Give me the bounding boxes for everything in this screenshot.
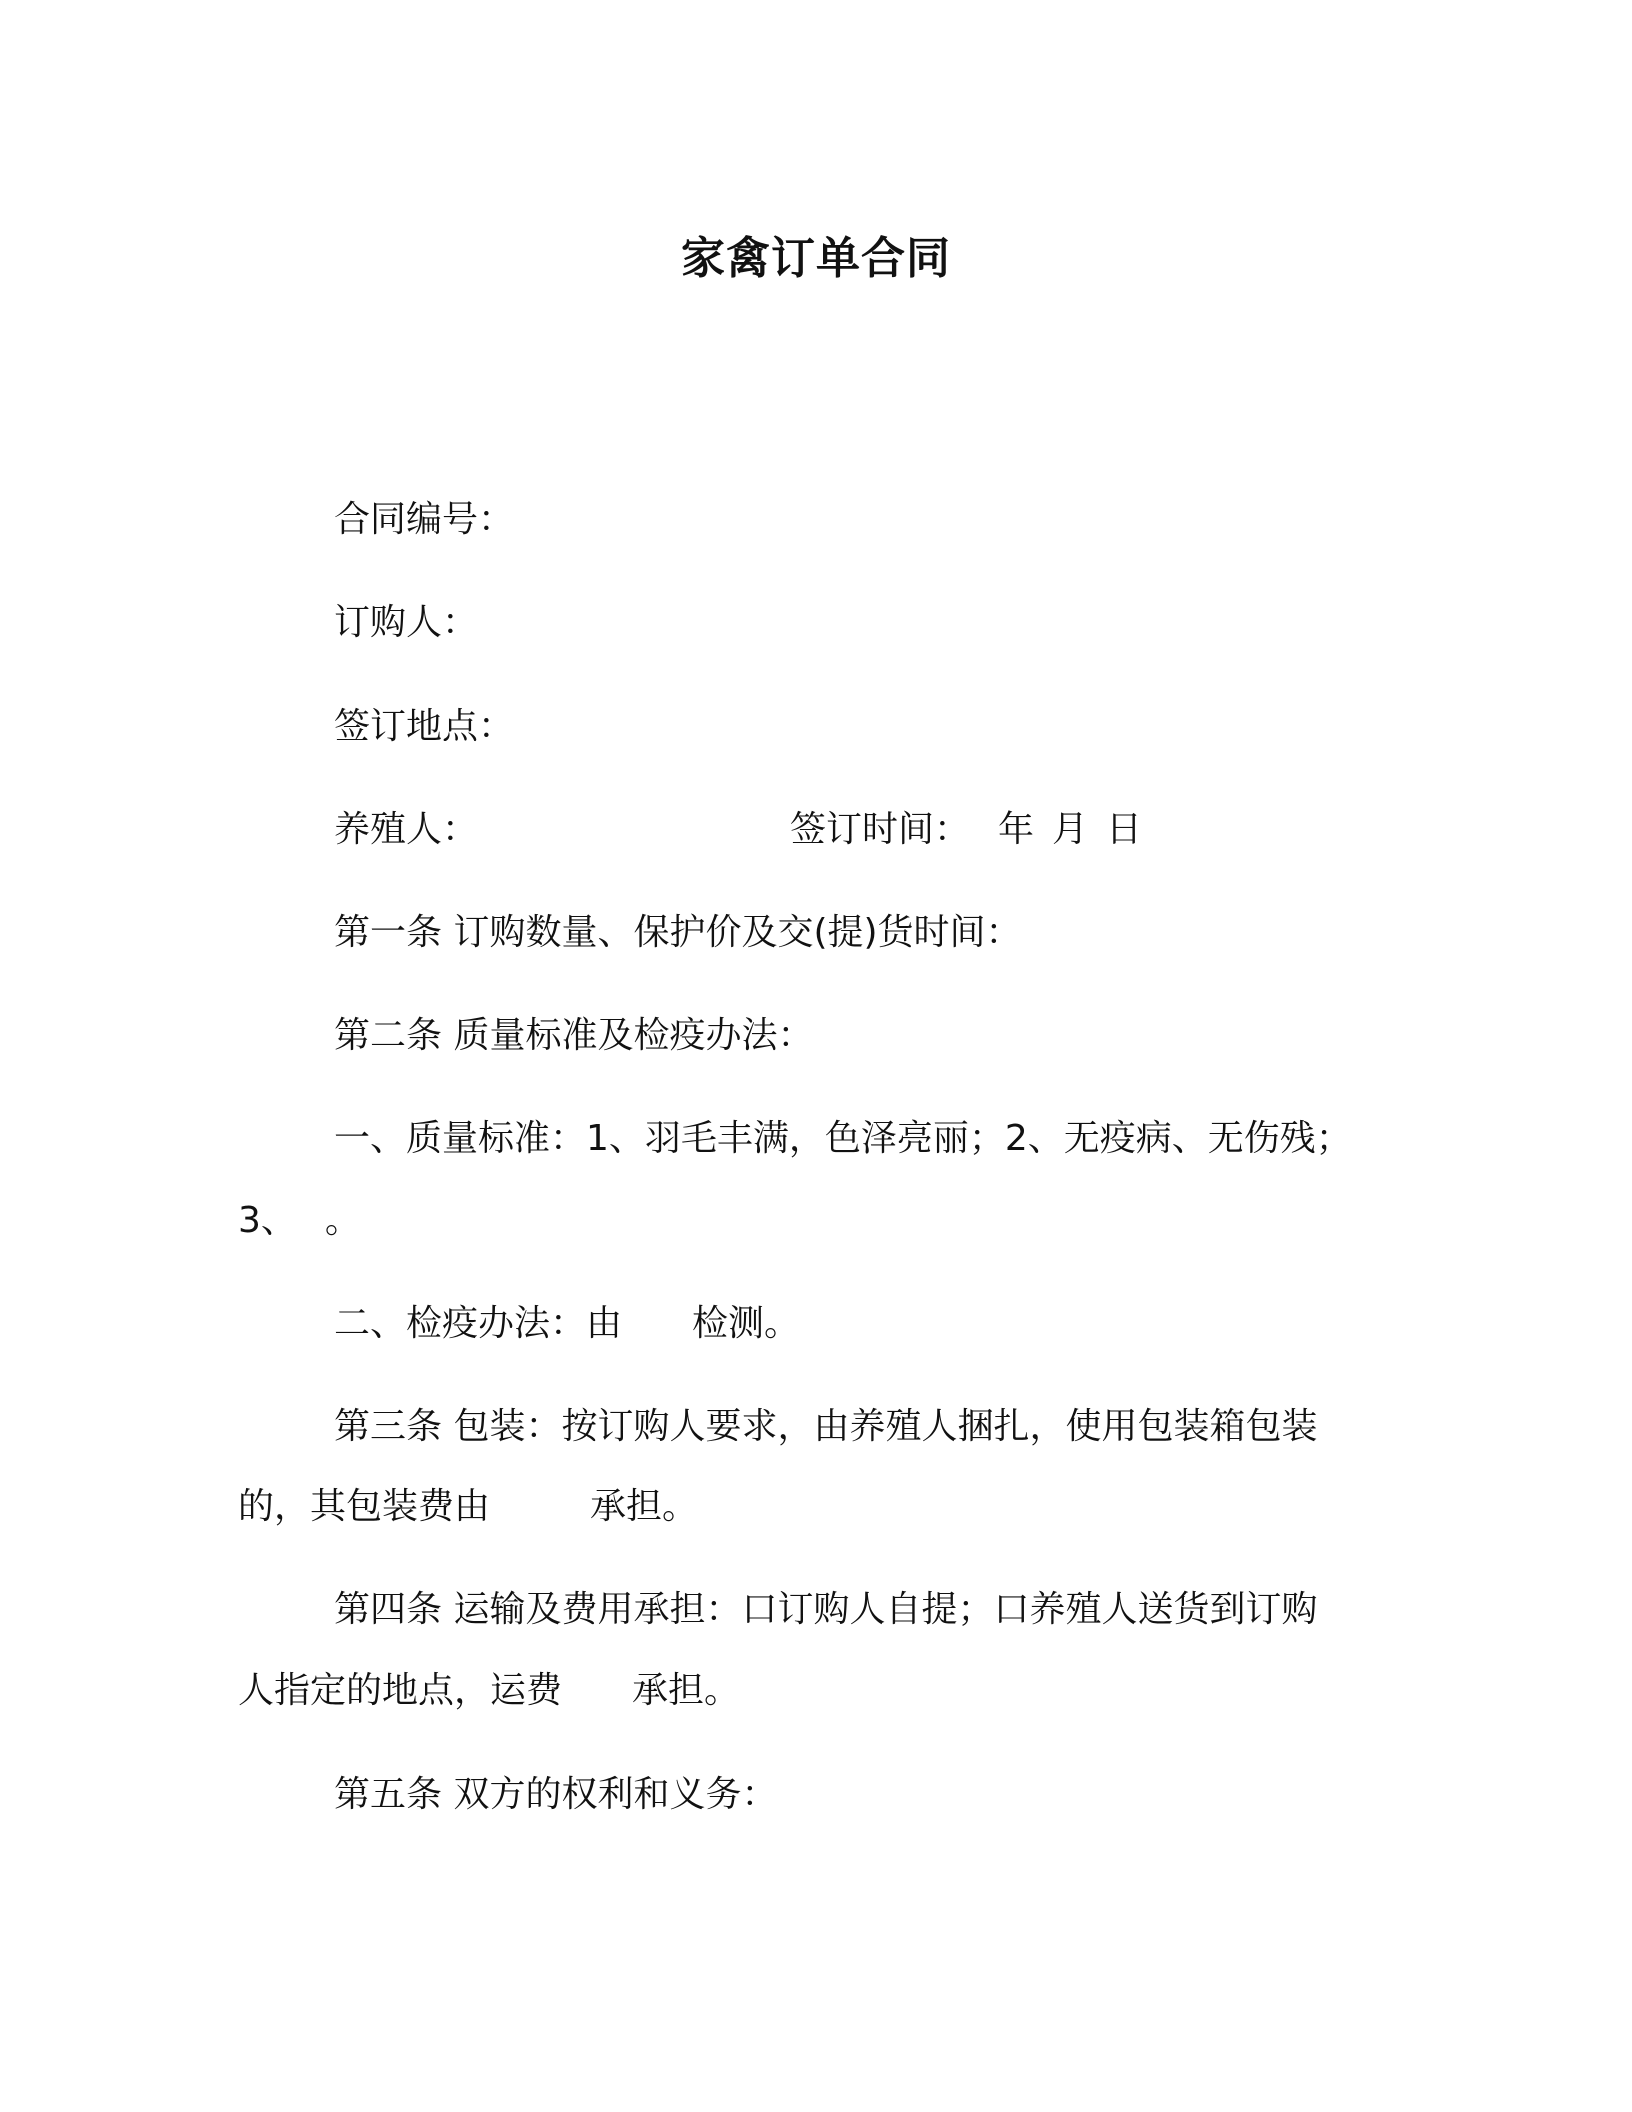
clause-4: 第四条 运输及费用承担：口订购人自提；口养殖人送货到订购 — [334, 1589, 1318, 1630]
breeder-field: 养殖人： — [334, 809, 479, 850]
quality-standard-continued — [238, 1199, 361, 1243]
signing-time-label: 签订时间： — [790, 809, 971, 850]
quarantine-method-prefix: 二、检疫办法：由 — [334, 1303, 623, 1344]
freight-suffix: 承担。 — [632, 1670, 741, 1711]
day-label: 日 — [1106, 809, 1143, 850]
contract-number-field: 合同编号： — [334, 499, 515, 540]
clause-2: 第二条 质量标准及检疫办法： — [334, 1015, 814, 1056]
month-label: 月 — [1052, 809, 1089, 850]
buyer-field: 订购人： — [334, 602, 479, 643]
clause-5: 第五条 双方的权利和义务： — [334, 1774, 778, 1815]
clause-3: 第三条 包装：按订购人要求，由养殖人捆扎，使用包装箱包装 — [334, 1406, 1318, 1447]
packaging-fee-prefix: 的，其包装费由 — [238, 1486, 491, 1527]
quarantine-method-suffix: 检测。 — [692, 1303, 801, 1344]
freight-prefix: 人指定的地点，运费 — [238, 1670, 563, 1711]
clause-1: 第一条 订购数量、保护价及交(提)货时间： — [334, 912, 1022, 953]
quarantine-method-line — [334, 1302, 800, 1346]
packaging-fee-suffix: 承担。 — [590, 1486, 699, 1527]
clause-4-continued — [238, 1669, 740, 1713]
signing-time-field — [790, 808, 1142, 852]
year-label: 年 — [998, 809, 1035, 850]
document-title: 家禽订单合同 — [681, 233, 951, 284]
clause-3-continued — [238, 1485, 698, 1529]
quality-item-3: 3、 — [238, 1200, 297, 1241]
quality-item-3-end: 。 — [324, 1200, 361, 1241]
quality-standard-line: 一、质量标准：1、羽毛丰满，色泽亮丽；2、无疫病、无伤残； — [334, 1118, 1352, 1159]
signing-place-field: 签订地点： — [334, 706, 515, 747]
